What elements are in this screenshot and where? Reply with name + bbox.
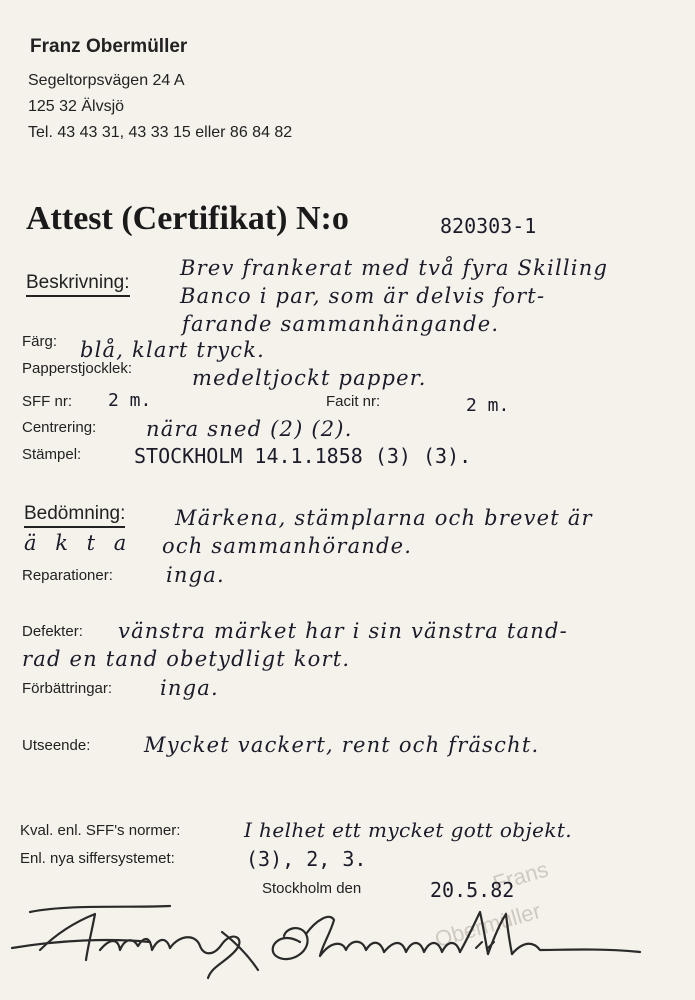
stamp-label: Stämpel: (22, 446, 82, 463)
assessment-label: Bedömning: (24, 503, 125, 528)
assessment-line-2: och sammanhörande. (162, 534, 413, 558)
description-line-1: Brev frankerat med två fyra Skilling (180, 256, 609, 280)
digit-system-value: (3), 2, 3. (246, 847, 367, 871)
watermark-line-1: Frans (490, 856, 551, 897)
closing-date: 20.5.82 (430, 878, 515, 902)
description-line-2: Banco i par, som är delvis fort- (180, 284, 546, 308)
issuer-street: Segeltorpsvägen 24 A (28, 72, 185, 89)
paper-value: medeltjockt papper. (192, 366, 427, 390)
stamp-value: STOCKHOLM 14.1.1858 (3) (3). (134, 444, 472, 468)
description-line-3: farande sammanhängande. (182, 312, 500, 336)
defects-line-2: rad en tand obetydligt kort. (22, 647, 351, 671)
closing-place: Stockholm den (262, 880, 362, 897)
defects-line-1: vänstra märket har i sin vänstra tand- (118, 619, 568, 643)
appearance-value: Mycket vackert, rent och fräscht. (144, 733, 540, 757)
quality-value: I helhet ett mycket gott objekt. (244, 818, 573, 842)
centering-label: Centrering: (22, 419, 97, 436)
assessment-genuine: ä k t a (24, 531, 133, 555)
repairs-value: inga. (166, 563, 225, 587)
sff-label: SFF nr: (22, 393, 73, 410)
improvements-value: inga. (160, 676, 219, 700)
signature (0, 890, 695, 990)
improvements-label: Förbättringar: (22, 680, 113, 697)
facit-value: 2 m. (466, 395, 510, 416)
assessment-line-1: Märkena, stämplarna och brevet är (175, 506, 593, 530)
certificate-number: 820303-1 (440, 214, 537, 238)
facit-label: Facit nr: (326, 393, 381, 410)
paper-label: Papperstjocklek: (22, 360, 133, 377)
issuer-name: Franz Obermüller (30, 36, 188, 57)
quality-label: Kval. enl. SFF's normer: (20, 822, 181, 839)
watermark-line-2: Obermüller (432, 898, 544, 953)
issuer-city: 125 32 Älvsjö (28, 98, 125, 115)
issuer-phone: Tel. 43 43 31, 43 33 15 eller 86 84 82 (28, 124, 293, 141)
sff-value: 2 m. (108, 390, 152, 411)
defects-label: Defekter: (22, 623, 83, 640)
description-label: Beskrivning: (26, 272, 130, 297)
repairs-label: Reparationer: (22, 567, 113, 584)
color-value: blå, klart tryck. (80, 338, 266, 362)
appearance-label: Utseende: (22, 737, 91, 754)
centering-value: nära sned (2) (2). (146, 417, 353, 441)
certificate-title: Attest (Certifikat) N:o (26, 200, 349, 237)
digit-system-label: Enl. nya siffersystemet: (20, 850, 175, 867)
color-label: Färg: (22, 333, 58, 350)
